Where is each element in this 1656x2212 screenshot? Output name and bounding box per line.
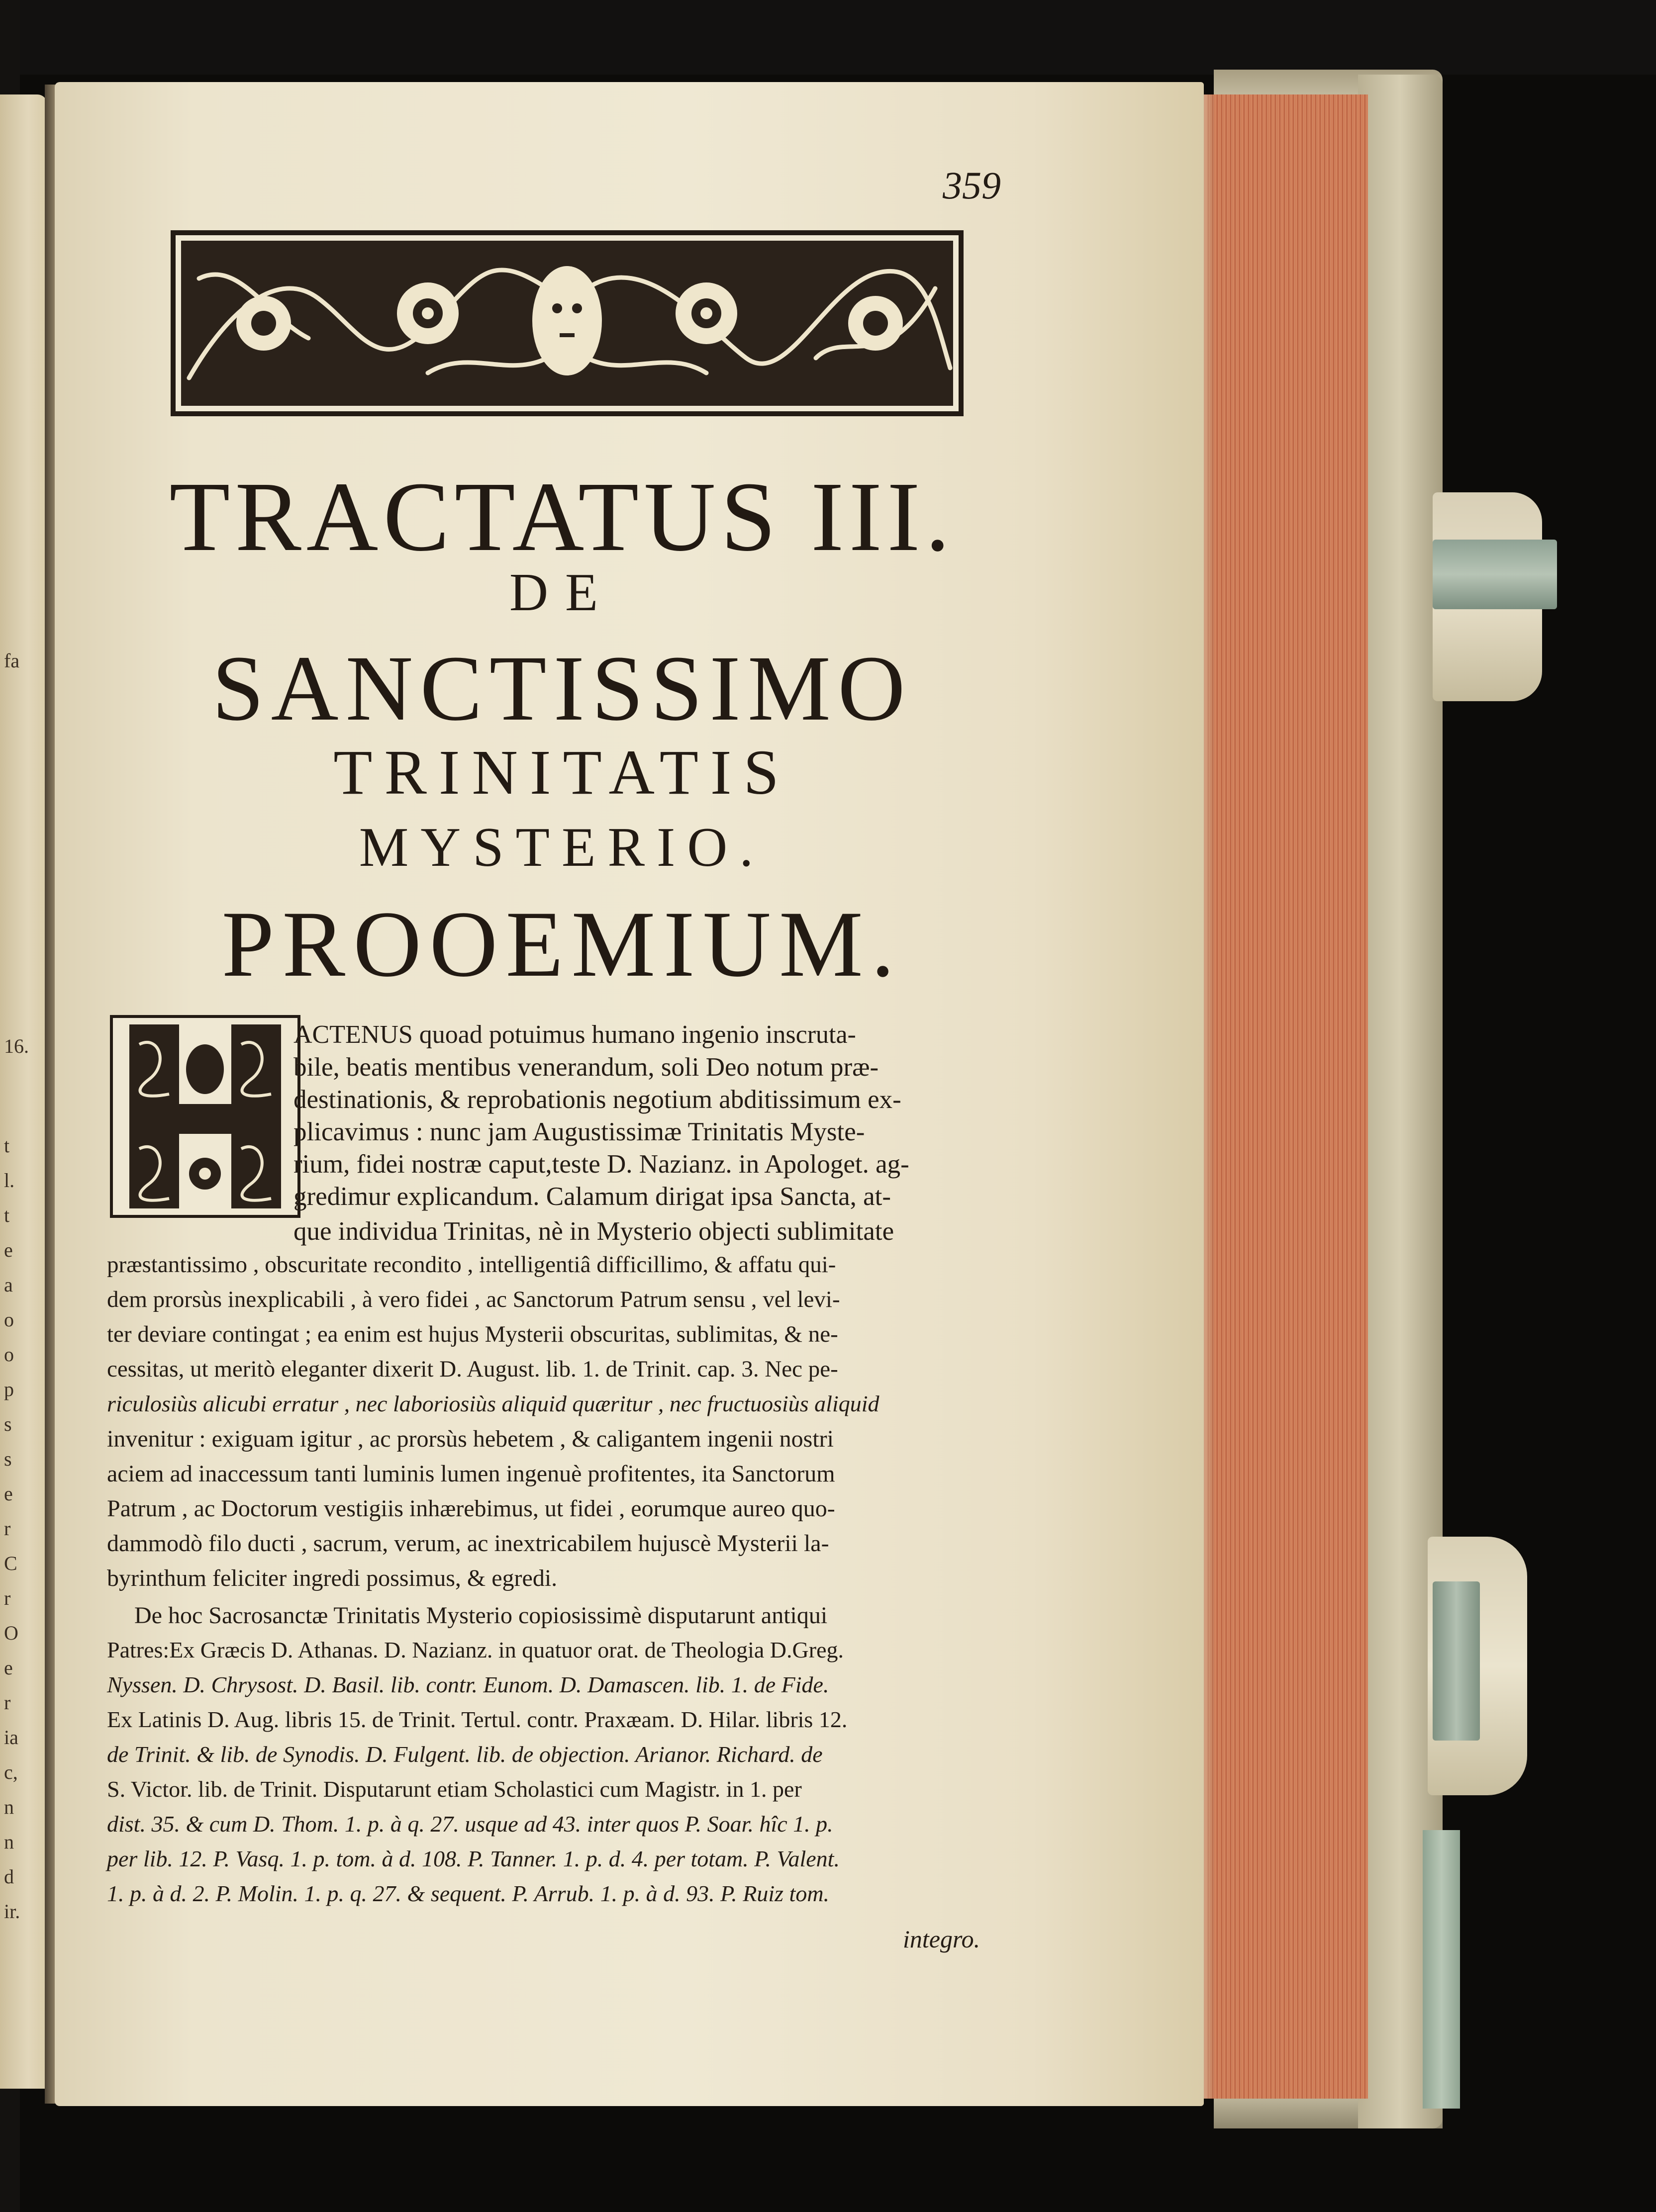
ornamental-headpiece xyxy=(169,229,965,418)
body-text-line: 1. p. à d. 2. P. Molin. 1. p. q. 27. & sequent. P. Arrub. 1. p. à d. 93. P. Ruiz tom. xyxy=(107,1881,830,1906)
body-text-line: aciem ad inaccessum tanti luminis lumen ingenuè profitentes, ita Sanctorum xyxy=(107,1461,835,1487)
body-text-line: bile, beatis mentibus venerandum, soli Deo notum præ- xyxy=(293,1053,879,1082)
body-text-line: Nyssen. D. Chrysost. D. Basil. lib. contr. Eunom. D. Damascen. lib. 1. de Fide. xyxy=(107,1672,829,1697)
body-text-line: ACTENUS quoad potuimus humano ingenio inscruta- xyxy=(293,1020,856,1049)
section-heading: PROOEMIUM. xyxy=(221,892,903,997)
body-text-line: Patrum , ac Doctorum vestigiis inhærebimus, ut fidei , eorumque aureo quo- xyxy=(107,1495,835,1522)
facing-page-text: 16. xyxy=(4,1035,29,1057)
title-preposition: DE xyxy=(509,563,615,622)
facing-page-text: d xyxy=(4,1865,14,1888)
body-text-line: De hoc Sacrosanctæ Trinitatis Mysterio copiosissimè disputarunt antiqui xyxy=(134,1602,828,1629)
title-subject-2: TRINITATIS xyxy=(333,737,791,808)
facing-page-text: l. xyxy=(4,1169,15,1192)
red-fore-edge xyxy=(1196,94,1368,2099)
body-text-line: ter deviare contingat ; ea enim est hujus Mysterii obscuritas, sublimitas, & ne- xyxy=(107,1321,838,1347)
body-text-line: riculosiùs alicubi erratur , nec laboriosiùs aliquid quæritur , nec fructuosiùs aliquid xyxy=(107,1391,879,1416)
lower-strap xyxy=(1423,1830,1460,2109)
facing-page-text: O xyxy=(4,1622,18,1644)
facing-page-text: n xyxy=(4,1831,14,1853)
cover-board xyxy=(1358,75,1443,2128)
body-text-line: S. Victor. lib. de Trinit. Disputarunt etiam Scholastici cum Magistr. in 1. per xyxy=(107,1776,802,1802)
facing-page-text: a xyxy=(4,1274,13,1296)
catchword: integro. xyxy=(903,1925,980,1953)
upper-clasp-metal xyxy=(1433,540,1557,609)
body-text-line: rium, fidei nostræ caput,teste D. Nazianz. in Apologet. ag- xyxy=(293,1150,909,1179)
body-text-line: gredimur explicandum. Calamum dirigat ipsa Sancta, at- xyxy=(293,1182,891,1211)
treatise-title: TRACTATUS III. xyxy=(169,462,955,572)
body-text-line: dammodò filo ducti , sacrum, verum, ac inextricabilem hujuscè Mysterii la- xyxy=(107,1530,829,1557)
facing-page-text: o xyxy=(4,1308,14,1331)
facing-page-text: n xyxy=(4,1796,14,1818)
facing-page-text: s xyxy=(4,1448,12,1470)
body-text-line: plicavimus : nunc jam Augustissimæ Trinitatis Myste- xyxy=(293,1117,865,1146)
body-text-line: Patres:Ex Græcis D. Athanas. D. Nazianz. in quatuor orat. de Theologia D.Greg. xyxy=(107,1637,844,1662)
facing-page-text: e xyxy=(4,1239,13,1261)
facing-page-text: e xyxy=(4,1482,13,1505)
body-text-line: invenitur : exiguam igitur , ac prorsùs hebetem , & caligantem ingenii nostri xyxy=(107,1426,834,1452)
facing-page-fragment xyxy=(0,94,47,2089)
lower-clasp-metal xyxy=(1433,1581,1480,1741)
facing-page-text: ir. xyxy=(4,1900,20,1923)
title-subject-3: MYSTERIO. xyxy=(359,817,766,878)
body-text-line: de Trinit. & lib. de Synodis. D. Fulgent. lib. de objection. Arianor. Richard. de xyxy=(107,1742,823,1767)
facing-page-text: t xyxy=(4,1204,10,1226)
body-text-line: præstantissimo , obscuritate recondito , intelligentiâ difficillimo, & affatu qui- xyxy=(107,1252,836,1278)
title-subject: SANCTISSIMO xyxy=(212,636,912,740)
body-text-line: dist. 35. & cum D. Thom. 1. p. à q. 27. usque ad 43. inter quos P. Soar. hîc 1. p. xyxy=(107,1811,833,1837)
facing-page-text: ia xyxy=(4,1726,18,1749)
body-text-line: destinationis, & reprobationis negotium abditissimum ex- xyxy=(293,1085,901,1114)
facing-page-text: s xyxy=(4,1413,12,1435)
facing-page-text: t xyxy=(4,1134,10,1157)
facing-page-text: r xyxy=(4,1691,11,1714)
facing-page-text: C xyxy=(4,1552,17,1574)
facing-page-text: fa xyxy=(4,649,20,672)
facing-page-text: p xyxy=(4,1378,14,1400)
decorated-initial xyxy=(109,1014,301,1218)
body-text-line: cessitas, ut meritò eleganter dixerit D. August. lib. 1. de Trinit. cap. 3. Nec pe- xyxy=(107,1356,838,1382)
facing-page-text: r xyxy=(4,1587,11,1609)
body-text-line: Ex Latinis D. Aug. libris 15. de Trinit. Tertul. contr. Praxæam. D. Hilar. libris 12. xyxy=(107,1707,848,1732)
body-text-line: byrinthum feliciter ingredi possimus, & egredi. xyxy=(107,1565,558,1591)
facing-page-text: o xyxy=(4,1343,14,1366)
background-top xyxy=(0,0,1656,75)
body-text-line: que individua Trinitas, nè in Mysterio objecti sublimitate xyxy=(293,1217,894,1246)
facing-page-text: c, xyxy=(4,1761,18,1783)
facing-page-text: r xyxy=(4,1517,11,1540)
facing-page-text: e xyxy=(4,1657,13,1679)
page-number: 359 xyxy=(943,164,1001,207)
body-text-line: dem prorsùs inexplicabili , à vero fidei , ac Sanctorum Patrum sensu , vel levi- xyxy=(107,1287,840,1312)
body-text-line: per lib. 12. P. Vasq. 1. p. tom. à d. 108. P. Tanner. 1. p. d. 4. per totam. P. Valent. xyxy=(107,1846,840,1871)
